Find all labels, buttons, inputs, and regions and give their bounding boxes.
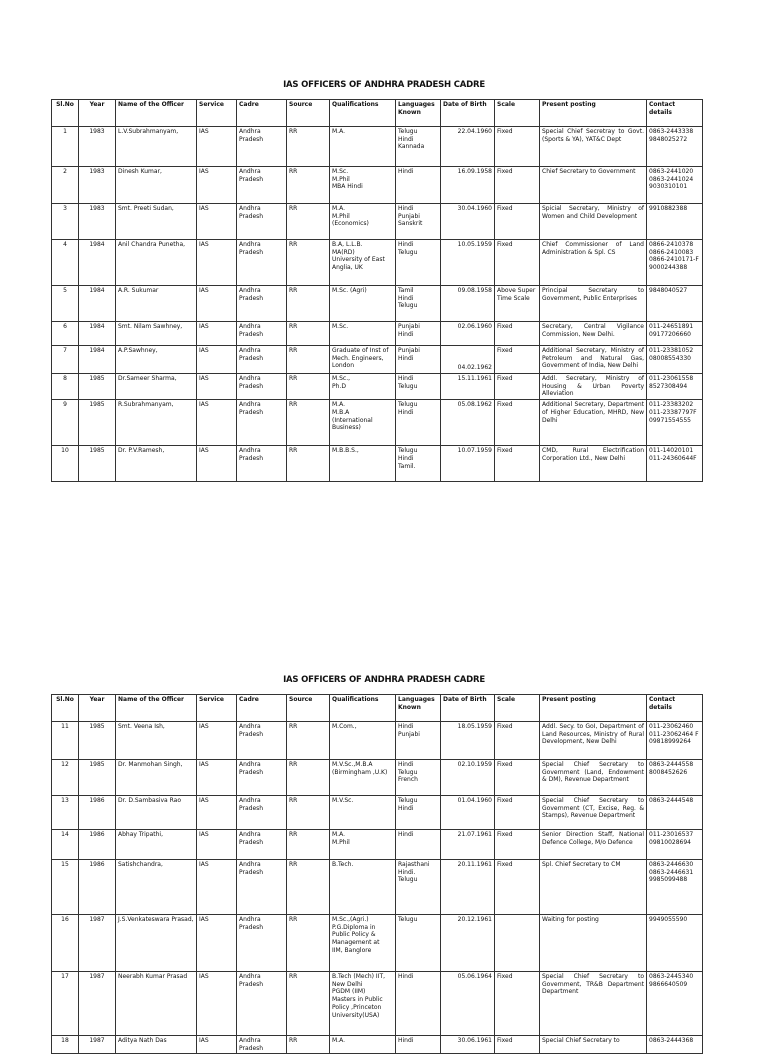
- header-cadre: Cadre: [237, 100, 287, 127]
- table-row: [52, 796, 703, 830]
- officers-table: [51, 694, 703, 1054]
- cell-source: RR: [287, 167, 330, 204]
- header-contact: Contact details: [647, 100, 703, 127]
- cell-slno: 9: [52, 400, 79, 446]
- cell-service: IAS: [197, 400, 237, 446]
- cell-cadre: Andhra Pradesh: [237, 167, 287, 204]
- cell-contact: 011-23383202 011-23387797F 09971554555: [647, 400, 703, 446]
- cell-scale: Fixed: [495, 972, 540, 1036]
- cell-year: 1983: [79, 167, 116, 204]
- cell-source: RR: [287, 1036, 330, 1054]
- cell-cadre: Andhra Pradesh: [237, 446, 287, 482]
- cell-qualifications: M.A. M.Phil: [330, 830, 396, 860]
- cell-languages: Telugu Hindi: [396, 796, 441, 830]
- cell-qualifications: M.Com.,: [330, 722, 396, 760]
- cell-cadre: Andhra Pradesh: [237, 796, 287, 830]
- cell-cadre: Andhra Pradesh: [237, 286, 287, 322]
- header-year: Year: [79, 695, 116, 722]
- cell-dob: 02.06.1960: [441, 322, 495, 346]
- cell-name: Dr. Manmohan Singh,: [116, 760, 197, 796]
- table-row: [52, 860, 703, 915]
- cell-year: 1986: [79, 830, 116, 860]
- cell-scale: Fixed: [495, 240, 540, 286]
- header-name: Name of the Officer: [116, 100, 197, 127]
- cell-posting: Principal Secretary to Government, Public Enterprises: [540, 286, 647, 322]
- cell-slno: 18: [52, 1036, 79, 1054]
- cell-dob: 21.07.1961: [441, 830, 495, 860]
- cell-dob: 20.12.1961: [441, 915, 495, 972]
- table-row: [52, 167, 703, 204]
- cell-posting: Spicial Secretary, Ministry of Women and Child Development: [540, 204, 647, 240]
- cell-year: 1983: [79, 127, 116, 167]
- cell-slno: 1: [52, 127, 79, 167]
- cell-dob: 20.11.1961: [441, 860, 495, 915]
- cell-contact: 011-23016537 09810028694: [647, 830, 703, 860]
- cell-cadre: Andhra Pradesh: [237, 1036, 287, 1054]
- cell-cadre: Andhra Pradesh: [237, 915, 287, 972]
- cell-year: 1984: [79, 346, 116, 374]
- header-service: Service: [197, 100, 237, 127]
- cell-posting: Addl. Secretary, Ministry of Housing & Urban Poverty Alleviation: [540, 374, 647, 400]
- cell-slno: 7: [52, 346, 79, 374]
- header-source: Source: [287, 695, 330, 722]
- header-slno: Sl.No: [52, 100, 79, 127]
- cell-qualifications: M.V.Sc.,M.B.A (Birmingham ,U.K): [330, 760, 396, 796]
- cell-contact: 011-23062460 011-23062464 F 09818999264: [647, 722, 703, 760]
- cell-qualifications: M.V.Sc.: [330, 796, 396, 830]
- cell-service: IAS: [197, 204, 237, 240]
- cell-name: Abhay Tripathi,: [116, 830, 197, 860]
- cell-dob: 18.05.1959: [441, 722, 495, 760]
- table-row: [52, 830, 703, 860]
- cell-name: Smt. Nilam Sawhney,: [116, 322, 197, 346]
- table-row: [52, 240, 703, 286]
- cell-contact: 9910882388: [647, 204, 703, 240]
- cell-dob: 09.08.1958: [441, 286, 495, 322]
- cell-name: J.S.Venkateswara Prasad,: [116, 915, 197, 972]
- cell-name: Aditya Nath Das: [116, 1036, 197, 1054]
- table-row: [52, 127, 703, 167]
- cell-dob: 05.08.1962: [441, 400, 495, 446]
- header-languages: Languages Known: [396, 100, 441, 127]
- cell-slno: 11: [52, 722, 79, 760]
- cell-languages: Rajasthani Hindi. Telugu: [396, 860, 441, 915]
- table-header-row: [52, 100, 703, 127]
- cell-contact: 011-23381052 08008554330: [647, 346, 703, 374]
- cell-slno: 13: [52, 796, 79, 830]
- header-source: Source: [287, 100, 330, 127]
- cell-scale: Fixed: [495, 830, 540, 860]
- cell-contact: 0863-2444558 8008452626: [647, 760, 703, 796]
- cell-service: IAS: [197, 322, 237, 346]
- cell-service: IAS: [197, 446, 237, 482]
- cell-languages: Hindi Punjabi Sanskrit: [396, 204, 441, 240]
- cell-qualifications: M.Sc.,(Agri.) P.G.Diploma in Public Policy & Management at IIM, Banglore: [330, 915, 396, 972]
- cell-languages: Punjabi Hindi: [396, 346, 441, 374]
- cell-name: Neerabh Kumar Prasad: [116, 972, 197, 1036]
- table-row: [52, 446, 703, 482]
- cell-contact: 0863-2444368: [647, 1036, 703, 1054]
- header-posting: Present posting: [540, 100, 647, 127]
- cell-qualifications: B.Tech.: [330, 860, 396, 915]
- cell-contact: 0863-2441020 0863-2441024 9030310101: [647, 167, 703, 204]
- cell-name: Smt. Preeti Sudan,: [116, 204, 197, 240]
- cell-slno: 12: [52, 760, 79, 796]
- cell-year: 1985: [79, 374, 116, 400]
- cell-year: 1983: [79, 204, 116, 240]
- cell-service: IAS: [197, 127, 237, 167]
- cell-service: IAS: [197, 346, 237, 374]
- cell-qualifications: M.Sc. M.Phil MBA Hindi: [330, 167, 396, 204]
- cell-cadre: Andhra Pradesh: [237, 127, 287, 167]
- cell-name: Smt. Veena Ish,: [116, 722, 197, 760]
- cell-qualifications: M.A.: [330, 127, 396, 167]
- cell-cadre: Andhra Pradesh: [237, 830, 287, 860]
- cell-contact: 011-23061558 8527308494: [647, 374, 703, 400]
- header-contact: Contact details: [647, 695, 703, 722]
- cell-slno: 2: [52, 167, 79, 204]
- cell-service: IAS: [197, 722, 237, 760]
- cell-slno: 17: [52, 972, 79, 1036]
- cell-contact: 0863-2446630 0863-2446631 9985099488: [647, 860, 703, 915]
- cell-service: IAS: [197, 760, 237, 796]
- cell-name: Dr. P.V.Ramesh,: [116, 446, 197, 482]
- cell-dob: 10.07.1959: [441, 446, 495, 482]
- cell-languages: Hindi: [396, 1036, 441, 1054]
- cell-contact: 9848040527: [647, 286, 703, 322]
- cell-service: IAS: [197, 796, 237, 830]
- cell-dob: 16.09.1958: [441, 167, 495, 204]
- cell-year: 1987: [79, 915, 116, 972]
- cell-languages: Telugu Hindi Kannada: [396, 127, 441, 167]
- cell-scale: Fixed: [495, 374, 540, 400]
- cell-scale: Fixed: [495, 760, 540, 796]
- cell-cadre: Andhra Pradesh: [237, 760, 287, 796]
- cell-qualifications: M.A. M.B.A (International Business): [330, 400, 396, 446]
- cell-contact: 011-14020101 011-24360644F: [647, 446, 703, 482]
- cell-languages: Hindi Telugu: [396, 374, 441, 400]
- cell-contact: 0863-2445340 9866640509: [647, 972, 703, 1036]
- cell-posting: Chief Commissioner of Land Administration & Spl. CS: [540, 240, 647, 286]
- table-row: [52, 400, 703, 446]
- table-row: [52, 760, 703, 796]
- cell-slno: 14: [52, 830, 79, 860]
- cell-slno: 16: [52, 915, 79, 972]
- cell-posting: Chief Secretary to Government: [540, 167, 647, 204]
- cell-posting: Special Chief Secretary to: [540, 1036, 647, 1054]
- cell-contact: 0866-2410378 0866-2410083 0866-2410171-F 9000244388: [647, 240, 703, 286]
- table-row: [52, 346, 703, 374]
- cell-scale: Fixed: [495, 127, 540, 167]
- page-title: IAS OFFICERS OF ANDHRA PRADESH CADRE: [283, 80, 485, 90]
- cell-qualifications: M.B.B.S.,: [330, 446, 396, 482]
- cell-scale: Fixed: [495, 1036, 540, 1054]
- cell-dob: 05.06.1964: [441, 972, 495, 1036]
- cell-source: RR: [287, 972, 330, 1036]
- header-name: Name of the Officer: [116, 695, 197, 722]
- cell-qualifications: Graduate of Inst of Mech. Engineers, London: [330, 346, 396, 374]
- table-row: [52, 374, 703, 400]
- cell-languages: Hindi Telugu: [396, 240, 441, 286]
- cell-qualifications: M.Sc.: [330, 322, 396, 346]
- cell-posting: Waiting for posting: [540, 915, 647, 972]
- cell-slno: 5: [52, 286, 79, 322]
- header-dob: Date of Birth: [441, 100, 495, 127]
- cell-name: Dr. D.Sambasiva Rao: [116, 796, 197, 830]
- cell-year: 1987: [79, 972, 116, 1036]
- cell-languages: Telugu Hindi: [396, 400, 441, 446]
- cell-qualifications: M.A. M.Phil (Economics): [330, 204, 396, 240]
- cell-posting: Addl. Secy. to GoI, Department of Land Resources, Ministry of Rural Development, New Delhi: [540, 722, 647, 760]
- cell-source: RR: [287, 915, 330, 972]
- cell-posting: Secretary, Central Vigilance Commission, New Delhi.: [540, 322, 647, 346]
- cell-slno: 6: [52, 322, 79, 346]
- cell-posting: Additional Secretary, Department of Higher Education, MHRD, New Delhi: [540, 400, 647, 446]
- header-scale: Scale: [495, 695, 540, 722]
- cell-qualifications: B.A, L.L.B. MA(RD) University of East Anglia, UK: [330, 240, 396, 286]
- header-slno: Sl.No: [52, 695, 79, 722]
- header-languages: Languages Known: [396, 695, 441, 722]
- cell-posting: Additional Secretary, Ministry of Petroleum and Natural Gas, Government of India, New Delhi: [540, 346, 647, 374]
- cell-scale: Above Super Time Scale: [495, 286, 540, 322]
- table-row: [52, 322, 703, 346]
- cell-cadre: Andhra Pradesh: [237, 374, 287, 400]
- cell-year: 1984: [79, 322, 116, 346]
- cell-year: 1986: [79, 796, 116, 830]
- cell-qualifications: M.Sc. (Agri): [330, 286, 396, 322]
- cell-slno: 3: [52, 204, 79, 240]
- table-row: [52, 286, 703, 322]
- cell-name: A.P.Sawhney,: [116, 346, 197, 374]
- cell-languages: Telugu Hindi Tamil.: [396, 446, 441, 482]
- cell-contact: 0863-2443338 9848025272: [647, 127, 703, 167]
- cell-source: RR: [287, 346, 330, 374]
- cell-service: IAS: [197, 915, 237, 972]
- cell-posting: Senior Direction Staff, National Defence College, M/o Defence: [540, 830, 647, 860]
- table-header-row: [52, 695, 703, 722]
- cell-source: RR: [287, 322, 330, 346]
- cell-posting: Special Chief Secretray to Govt. (Sports & YA), YAT&C Dept: [540, 127, 647, 167]
- cell-languages: Telugu: [396, 915, 441, 972]
- cell-source: RR: [287, 760, 330, 796]
- cell-languages: Hindi Telugu French: [396, 760, 441, 796]
- cell-name: Dinesh Kumar,: [116, 167, 197, 204]
- cell-posting: Special Chief Secretary to Government (Land, Endowment & DM), Revenue Department: [540, 760, 647, 796]
- cell-posting: CMD, Rural Electrification Corporation Ltd., New Delhi: [540, 446, 647, 482]
- cell-contact: 011-24651891 09177206660: [647, 322, 703, 346]
- cell-source: RR: [287, 400, 330, 446]
- cell-dob: 04.02.1962: [441, 346, 495, 374]
- cell-dob: 01.04.1960: [441, 796, 495, 830]
- cell-source: RR: [287, 830, 330, 860]
- cell-year: 1984: [79, 240, 116, 286]
- cell-year: 1985: [79, 760, 116, 796]
- cell-languages: Punjabi Hindi: [396, 322, 441, 346]
- cell-source: RR: [287, 722, 330, 760]
- header-cadre: Cadre: [237, 695, 287, 722]
- cell-scale: Fixed: [495, 400, 540, 446]
- cell-qualifications: B.Tech (Mech) IIT, New Delhi PGDM (IIM) Masters in Public Policy ,Princeton University(USA): [330, 972, 396, 1036]
- cell-posting: Special Chief Secretary to Government, TR&B Department Department: [540, 972, 647, 1036]
- table-row: [52, 204, 703, 240]
- cell-scale: Fixed: [495, 204, 540, 240]
- cell-scale: Fixed: [495, 722, 540, 760]
- header-year: Year: [79, 100, 116, 127]
- cell-year: 1984: [79, 286, 116, 322]
- cell-cadre: Andhra Pradesh: [237, 400, 287, 446]
- cell-qualifications: M.A.: [330, 1036, 396, 1054]
- table-row: [52, 1036, 703, 1054]
- cell-service: IAS: [197, 240, 237, 286]
- cell-scale: Fixed: [495, 446, 540, 482]
- cell-slno: 10: [52, 446, 79, 482]
- cell-scale: Fixed: [495, 346, 540, 374]
- cell-service: IAS: [197, 972, 237, 1036]
- header-dob: Date of Birth: [441, 695, 495, 722]
- cell-dob: 30.04.1960: [441, 204, 495, 240]
- cell-service: IAS: [197, 374, 237, 400]
- cell-dob: 10.05.1959: [441, 240, 495, 286]
- cell-scale: Fixed: [495, 860, 540, 915]
- cell-source: RR: [287, 286, 330, 322]
- cell-scale: Fixed: [495, 796, 540, 830]
- officers-table: [51, 99, 703, 482]
- cell-contact: 0863-2444548: [647, 796, 703, 830]
- cell-cadre: Andhra Pradesh: [237, 722, 287, 760]
- cell-name: Anil Chandra Punetha,: [116, 240, 197, 286]
- cell-source: RR: [287, 127, 330, 167]
- cell-contact: 9949055590: [647, 915, 703, 972]
- cell-posting: Special Chief Secretary to Government (CT, Excise, Reg. & Stamps), Revenue Department: [540, 796, 647, 830]
- cell-cadre: Andhra Pradesh: [237, 240, 287, 286]
- cell-cadre: Andhra Pradesh: [237, 972, 287, 1036]
- cell-qualifications: M.Sc., Ph.D: [330, 374, 396, 400]
- header-scale: Scale: [495, 100, 540, 127]
- cell-source: RR: [287, 446, 330, 482]
- cell-dob: 02.10.1959: [441, 760, 495, 796]
- cell-dob: 15.11.1961: [441, 374, 495, 400]
- header-posting: Present posting: [540, 695, 647, 722]
- cell-year: 1985: [79, 722, 116, 760]
- table-row: [52, 915, 703, 972]
- cell-service: IAS: [197, 286, 237, 322]
- header-qualifications: Qualifications: [330, 695, 396, 722]
- cell-name: A.R. Sukumar: [116, 286, 197, 322]
- cell-languages: Hindi Punjabi: [396, 722, 441, 760]
- cell-service: IAS: [197, 860, 237, 915]
- cell-scale: [495, 915, 540, 972]
- cell-slno: 8: [52, 374, 79, 400]
- table-row: [52, 722, 703, 760]
- cell-cadre: Andhra Pradesh: [237, 860, 287, 915]
- cell-year: 1985: [79, 400, 116, 446]
- header-qualifications: Qualifications: [330, 100, 396, 127]
- cell-dob: 30.06.1961: [441, 1036, 495, 1054]
- page-title: IAS OFFICERS OF ANDHRA PRADESH CADRE: [283, 675, 485, 685]
- cell-languages: Hindi: [396, 167, 441, 204]
- cell-name: Dr.Sameer Sharma,: [116, 374, 197, 400]
- cell-slno: 4: [52, 240, 79, 286]
- cell-dob: 22.04.1960: [441, 127, 495, 167]
- cell-year: 1987: [79, 1036, 116, 1054]
- cell-languages: Hindi: [396, 830, 441, 860]
- cell-posting: Spl. Chief Secretary to CM: [540, 860, 647, 915]
- cell-cadre: Andhra Pradesh: [237, 204, 287, 240]
- cell-cadre: Andhra Pradesh: [237, 322, 287, 346]
- cell-source: RR: [287, 374, 330, 400]
- cell-name: L.V.Subrahmanyam,: [116, 127, 197, 167]
- cell-source: RR: [287, 240, 330, 286]
- cell-service: IAS: [197, 830, 237, 860]
- cell-year: 1985: [79, 446, 116, 482]
- cell-year: 1986: [79, 860, 116, 915]
- cell-service: IAS: [197, 1036, 237, 1054]
- cell-languages: Tamil Hindi Telugu: [396, 286, 441, 322]
- cell-source: RR: [287, 796, 330, 830]
- cell-name: R.Subrahmanyam,: [116, 400, 197, 446]
- cell-scale: Fixed: [495, 167, 540, 204]
- cell-source: RR: [287, 204, 330, 240]
- cell-name: Satishchandra,: [116, 860, 197, 915]
- header-service: Service: [197, 695, 237, 722]
- cell-service: IAS: [197, 167, 237, 204]
- cell-scale: Fixed: [495, 322, 540, 346]
- table-row: [52, 972, 703, 1036]
- cell-source: RR: [287, 860, 330, 915]
- cell-cadre: Andhra Pradesh: [237, 346, 287, 374]
- cell-languages: Hindi: [396, 972, 441, 1036]
- cell-slno: 15: [52, 860, 79, 915]
